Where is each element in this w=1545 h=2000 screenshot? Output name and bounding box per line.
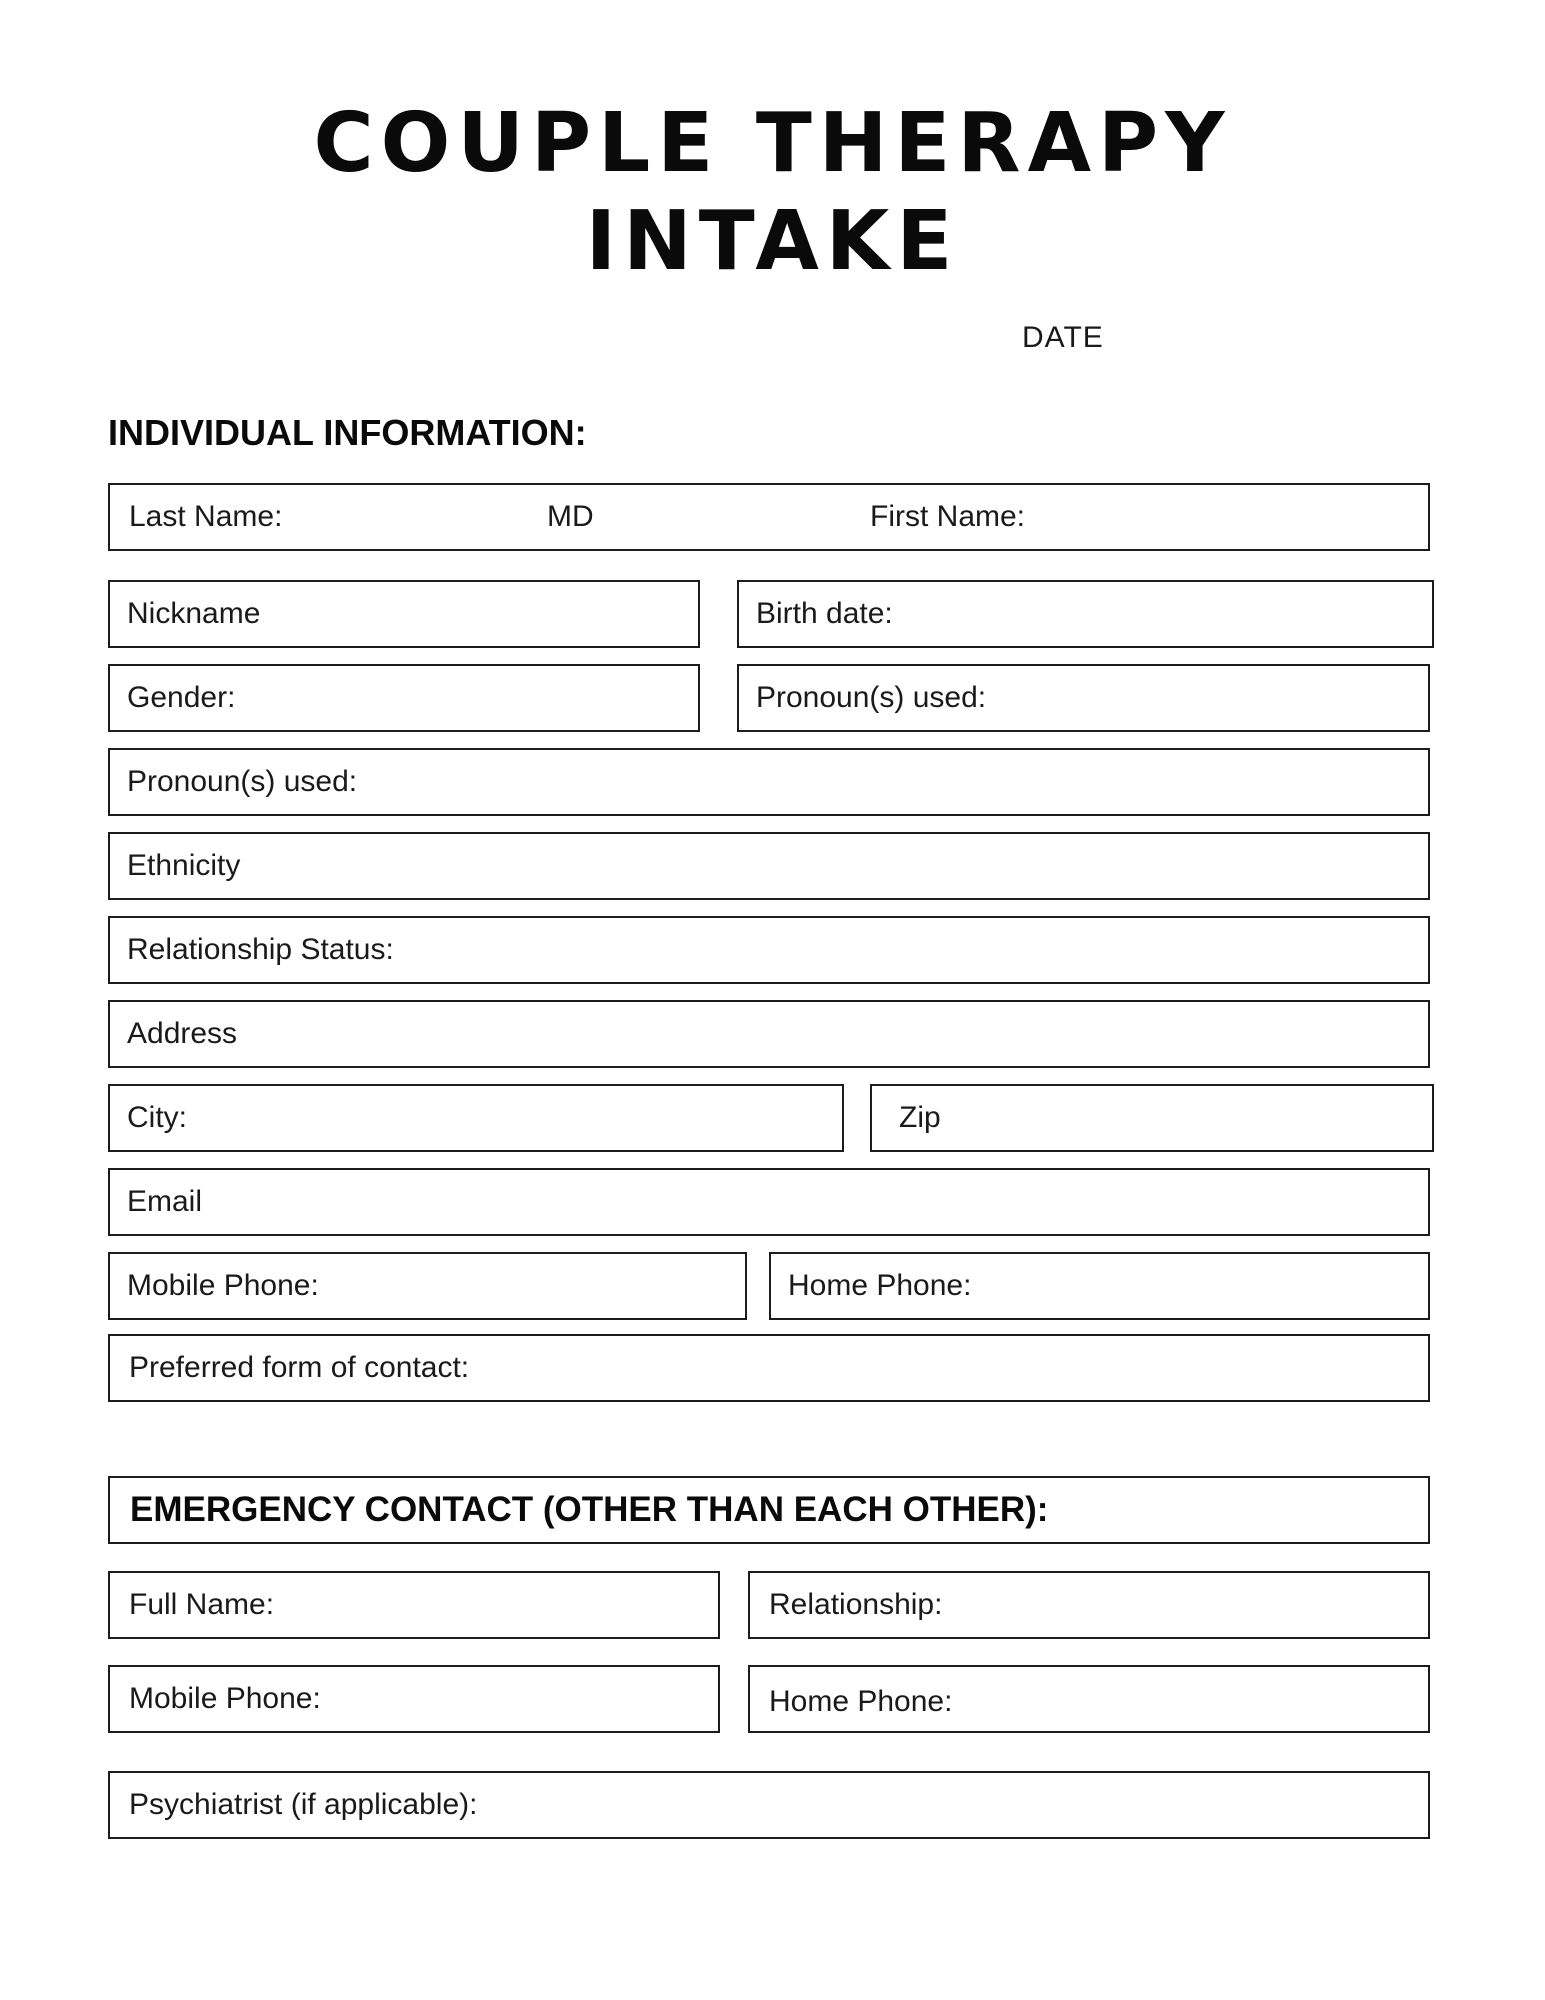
last-name-label: Last Name:: [129, 500, 283, 533]
pronouns-field[interactable]: [108, 748, 1430, 816]
md-label: MD: [547, 500, 594, 533]
first-name-label: First Name:: [870, 500, 1026, 533]
mobile-phone-field[interactable]: [108, 1252, 747, 1320]
home-phone-field[interactable]: [769, 1252, 1430, 1320]
city-label: City:: [127, 1101, 187, 1134]
mobile-phone-label: Mobile Phone:: [127, 1269, 319, 1302]
emergency-full-name-field[interactable]: [108, 1571, 720, 1639]
nickname-field[interactable]: [108, 580, 700, 648]
ethnicity-label: Ethnicity: [127, 849, 241, 882]
form-title-line-2: INTAKE: [585, 194, 960, 289]
relationship-status-label: Relationship Status:: [127, 933, 394, 966]
address-field[interactable]: [108, 1000, 1430, 1068]
address-label: Address: [127, 1017, 238, 1050]
home-phone-label: Home Phone:: [788, 1269, 972, 1302]
emergency-relationship-field[interactable]: [748, 1571, 1430, 1639]
pronouns-field-short[interactable]: [737, 664, 1430, 732]
form-title-line-1: COUPLE THERAPY: [313, 96, 1232, 191]
gender-field[interactable]: [108, 664, 700, 732]
emergency-relationship-label: Relationship:: [769, 1588, 943, 1621]
email-field[interactable]: [108, 1168, 1430, 1236]
city-field[interactable]: [108, 1084, 844, 1152]
zip-label: Zip: [899, 1101, 941, 1134]
email-label: Email: [127, 1185, 203, 1218]
pronouns-label-short: Pronoun(s) used:: [756, 681, 987, 714]
psychiatrist-label: Psychiatrist (if applicable):: [129, 1788, 478, 1821]
emergency-contact-heading: [108, 1476, 1430, 1544]
name-field[interactable]: [108, 483, 1430, 551]
psychiatrist-field[interactable]: [108, 1771, 1430, 1839]
emergency-full-name-label: Full Name:: [129, 1588, 275, 1621]
form-title: [0, 95, 1545, 291]
individual-information-heading: INDIVIDUAL INFORMATION:: [108, 412, 587, 453]
preferred-contact-field[interactable]: [108, 1334, 1430, 1402]
zip-field[interactable]: [870, 1084, 1434, 1152]
pronouns-label: Pronoun(s) used:: [127, 765, 358, 798]
birth-date-field[interactable]: [737, 580, 1434, 648]
emergency-contact-heading-text: EMERGENCY CONTACT (OTHER THAN EACH OTHER):: [130, 1490, 1049, 1529]
nickname-label: Nickname: [127, 597, 261, 630]
birth-date-label: Birth date:: [756, 597, 893, 630]
relationship-status-field[interactable]: [108, 916, 1430, 984]
gender-label: Gender:: [127, 681, 236, 714]
ethnicity-field[interactable]: [108, 832, 1430, 900]
emergency-home-phone-field[interactable]: [748, 1665, 1430, 1733]
preferred-contact-label: Preferred form of contact:: [129, 1351, 470, 1384]
emergency-home-phone-label: Home Phone:: [769, 1684, 953, 1718]
emergency-mobile-phone-label: Mobile Phone:: [129, 1682, 321, 1715]
emergency-mobile-phone-field[interactable]: [108, 1665, 720, 1733]
date-label: DATE: [1022, 321, 1104, 354]
